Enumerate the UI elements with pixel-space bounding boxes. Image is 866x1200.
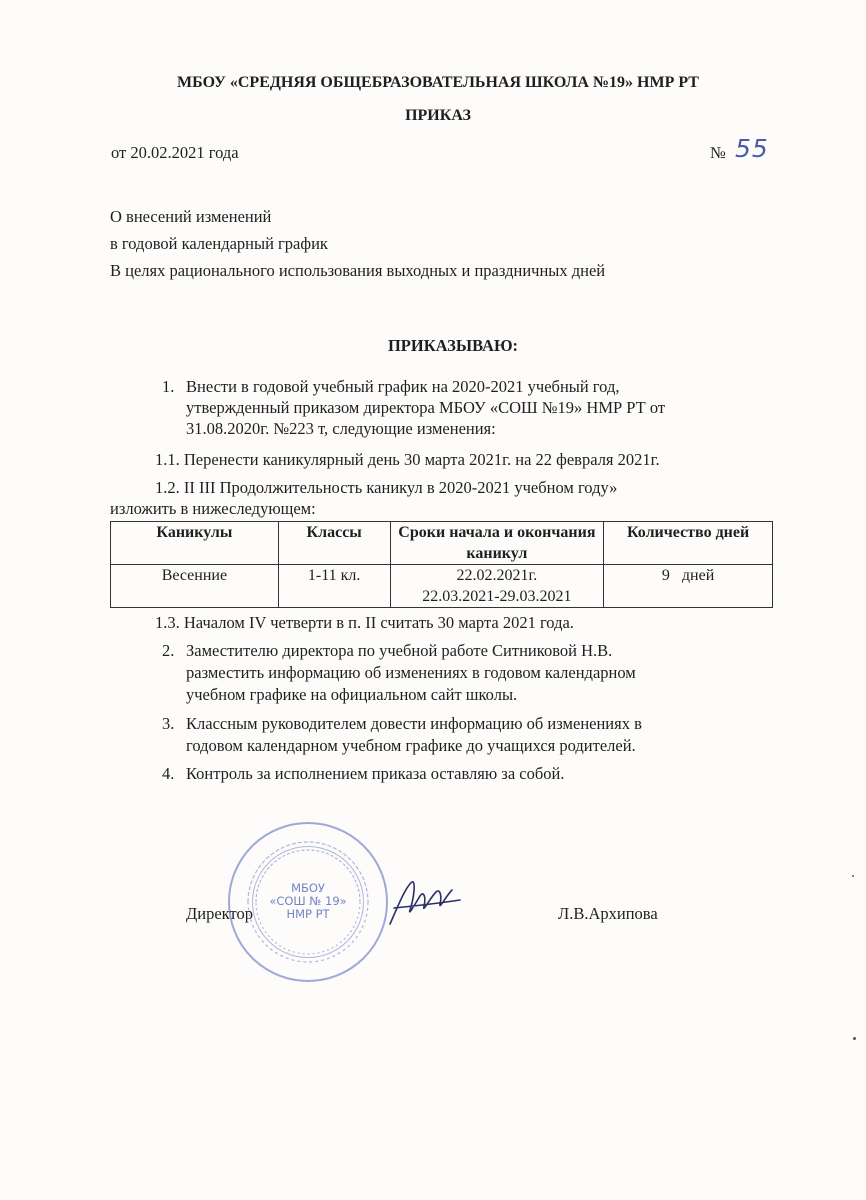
item-text: Внести в годовой учебный график на 2020-2021 учебный год, xyxy=(186,377,620,396)
days-number: 9 xyxy=(661,567,670,584)
table-cell-classes: 1-11 кл. xyxy=(278,565,390,608)
subitem-text: 1.1. Перенести каникулярный день 30 марта 2021г. на 22 февраля 2021г. xyxy=(155,450,660,469)
document-type: ПРИКАЗ xyxy=(405,107,471,124)
subject-line: О внесений изменений xyxy=(110,207,272,226)
stamp-line: НМР РТ xyxy=(286,907,330,921)
subitem-text: изложить в нижеследующем: xyxy=(110,499,316,518)
subitem-text: 1.2. II III Продолжительность каникул в 2020-2021 учебном году» xyxy=(155,478,618,497)
table-header-cell: Каникулы xyxy=(111,522,279,565)
item-number: 3. xyxy=(162,714,175,733)
subject-line: в годовой календарный график xyxy=(110,234,328,253)
order-heading: ПРИКАЗЫВАЮ: xyxy=(387,336,519,355)
signature-icon xyxy=(384,876,464,936)
table-cell-holiday: Весенние xyxy=(111,565,279,608)
school-stamp xyxy=(228,822,388,982)
subitem-text: 1.3. Началом IV четверти в п. II считать 30 марта 2021 года. xyxy=(155,613,574,632)
stamp-center-text xyxy=(230,882,386,921)
item-number: 1. xyxy=(162,377,175,396)
scan-speck xyxy=(852,875,854,877)
dates-line: 22.02.2021г. xyxy=(456,567,538,584)
order-date: от 20.02.2021 года xyxy=(111,143,239,162)
item-text: 31.08.2020г. №223 т, следующие изменения: xyxy=(186,419,496,438)
item-text: учебном графике на официальном сайт школы. xyxy=(186,685,518,704)
dates-line: 22.03.2021-29.03.2021 xyxy=(422,588,572,605)
holidays-table xyxy=(110,521,773,608)
scan-speck xyxy=(853,1037,856,1040)
signer-position: Директор xyxy=(186,904,253,923)
school-name: МБОУ «СРЕДНЯЯ ОБЩЕБРАЗОВАТЕЛЬНАЯ ШКОЛА №19» НМР РТ xyxy=(177,74,699,91)
subject-line: В целях рационального использования выходных и праздничных дней xyxy=(110,261,606,280)
days-word: дней xyxy=(681,567,715,584)
stamp-line: МБОУ xyxy=(291,881,325,895)
item-text: Контроль за исполнением приказа оставляю за собой. xyxy=(186,764,565,783)
item-text: утвержденный приказом директора МБОУ «СОШ №19» НМР РТ от xyxy=(186,398,666,417)
item-text: годовом календарном учебном графике до учащихся родителей. xyxy=(186,736,636,755)
signer-name: Л.В.Архипова xyxy=(558,904,658,923)
item-text: Классным руководителем довести информацию об изменениях в xyxy=(186,714,642,733)
item-text: Заместителю директора по учебной работе Ситниковой Н.В. xyxy=(186,641,613,660)
table-header-cell: Сроки начала и окончания каникул xyxy=(390,522,604,565)
table-cell-dates xyxy=(390,565,604,608)
item-number: 2. xyxy=(162,641,175,660)
order-number-label: № xyxy=(710,143,726,162)
table-header-cell: Количество дней xyxy=(604,522,773,565)
item-text: разместить информацию об изменениях в годовом календарном xyxy=(186,663,636,682)
table-header-row xyxy=(111,522,773,565)
stamp-line: «СОШ № 19» xyxy=(269,894,347,908)
item-number: 4. xyxy=(162,764,175,783)
table-row xyxy=(111,565,773,608)
table-cell-days xyxy=(604,565,773,608)
order-number-handwritten: 55 xyxy=(735,134,769,163)
table-header-cell: Классы xyxy=(278,522,390,565)
